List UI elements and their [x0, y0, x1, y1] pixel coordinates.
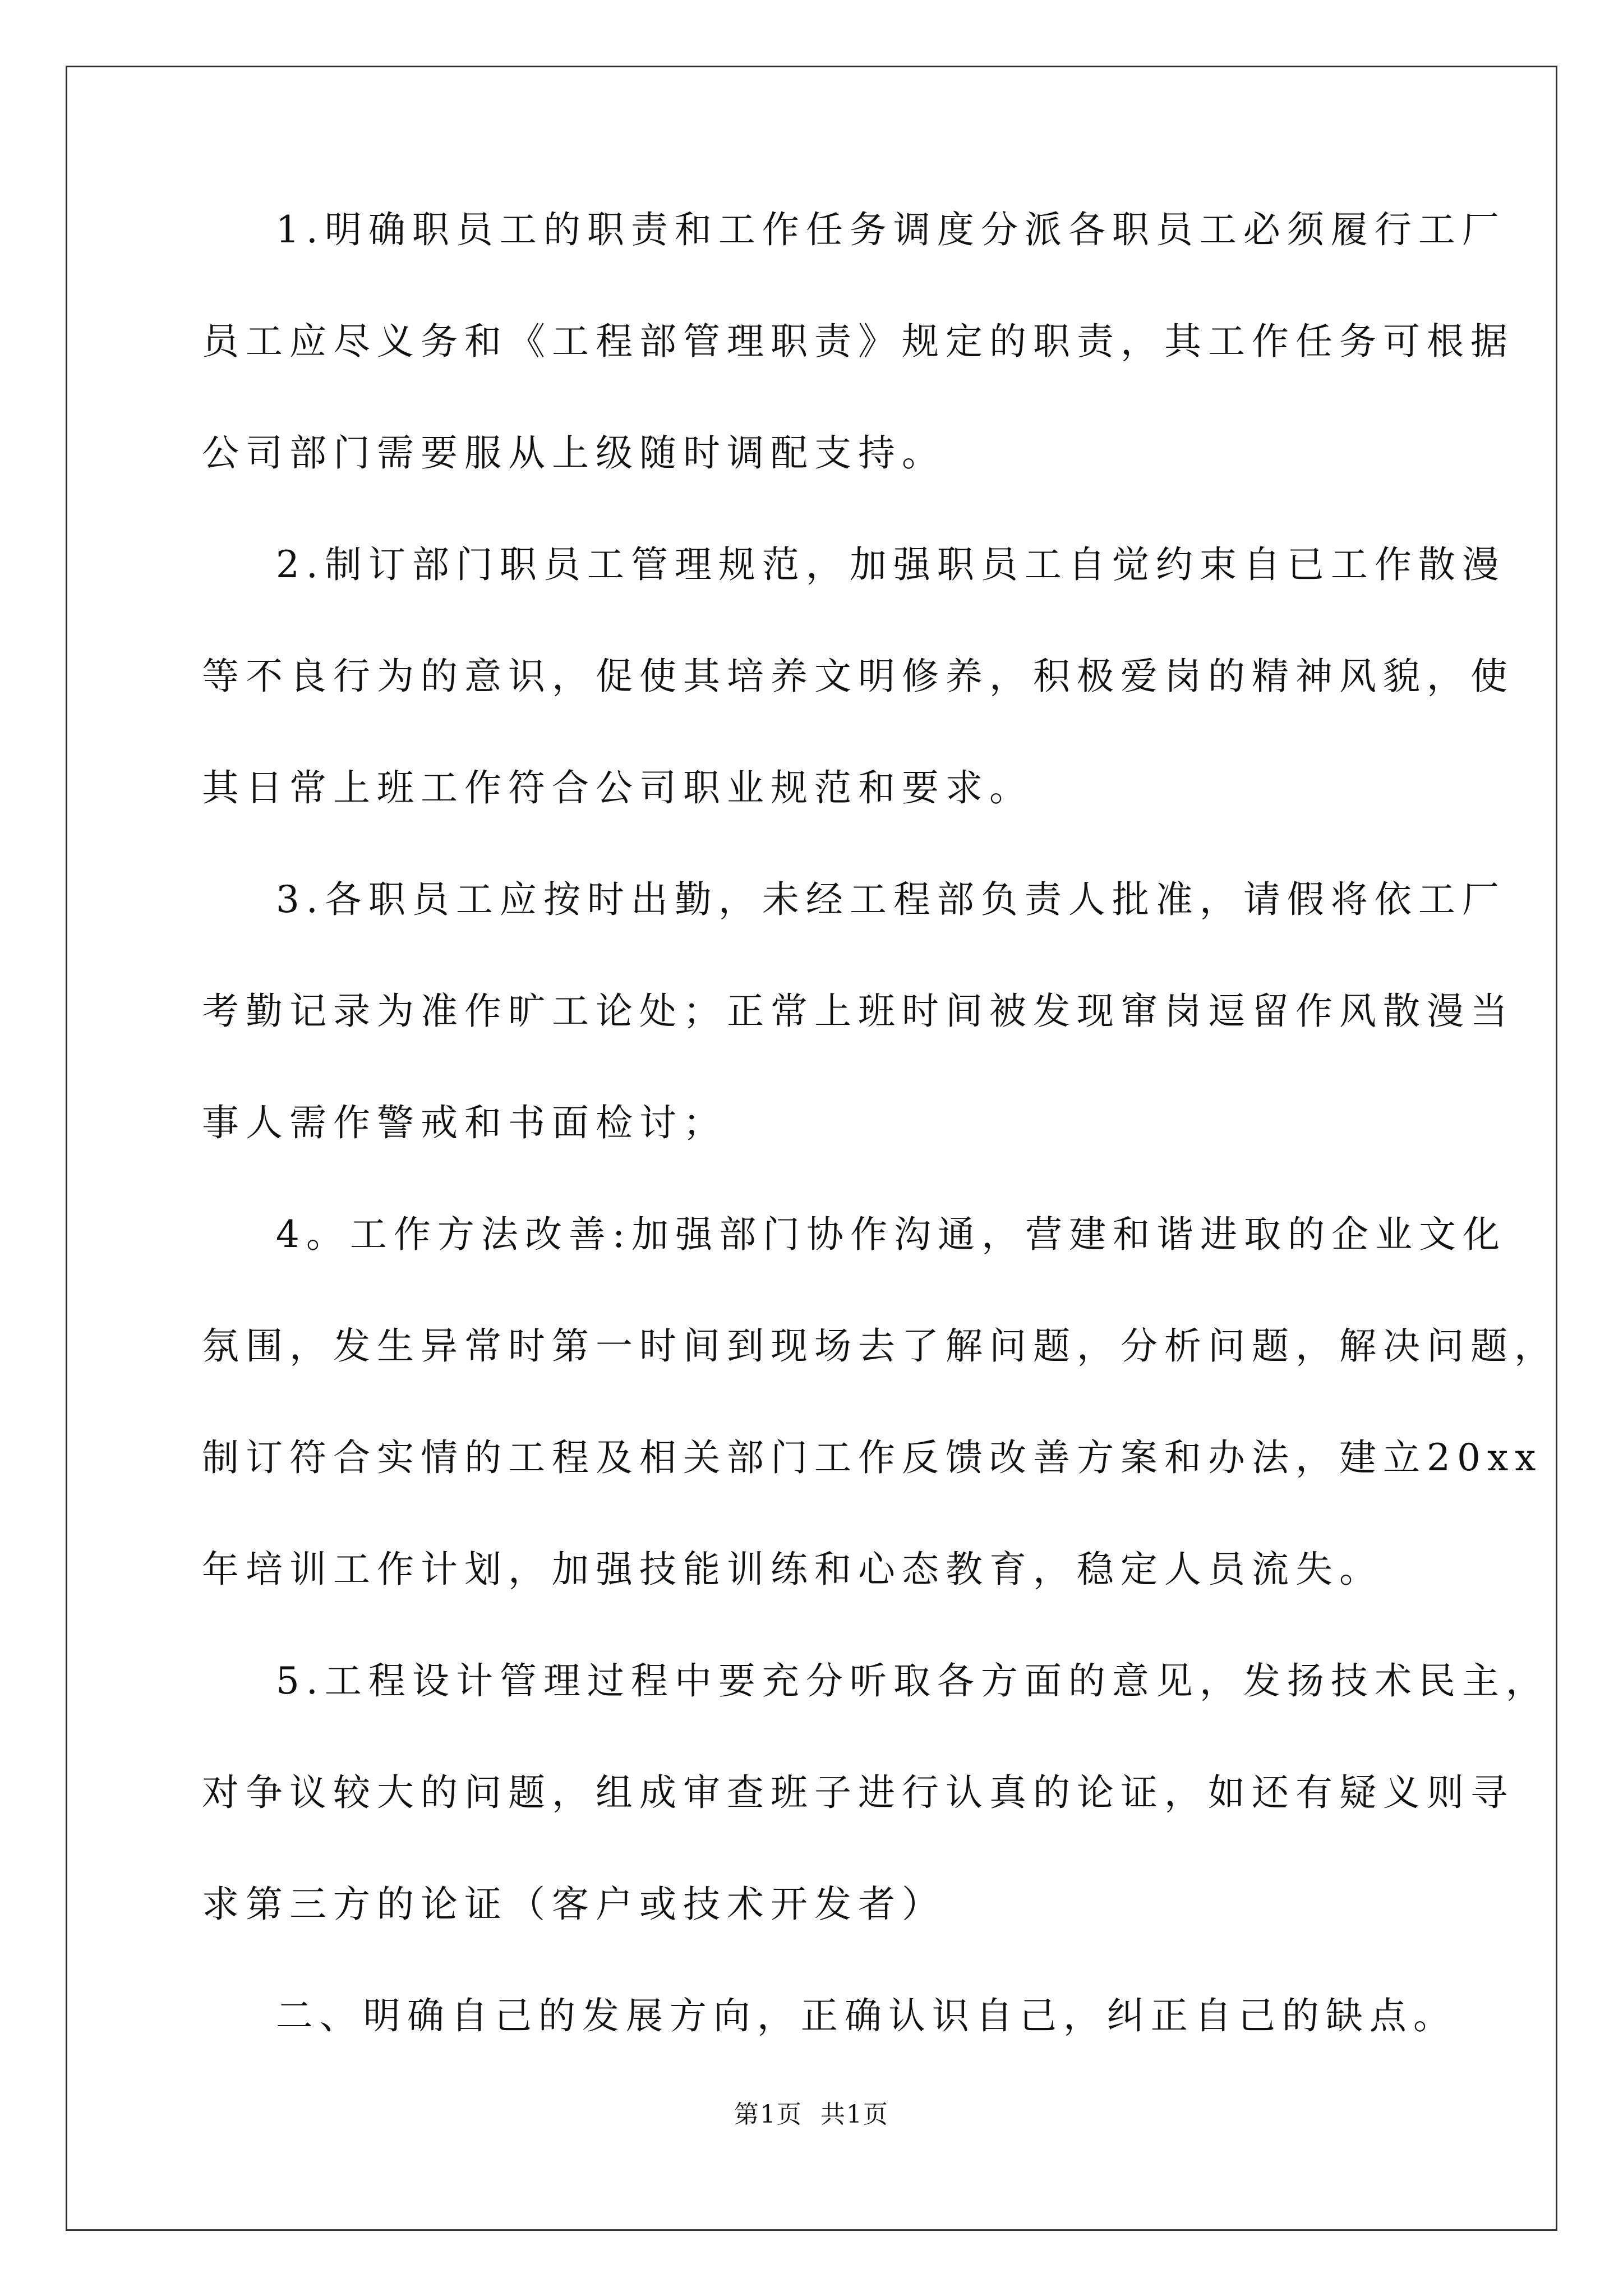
- text-line: 1.明确职员工的职责和工作任务调度分派各职员工必须履行工厂: [202, 208, 1506, 251]
- text-line: 对争议较大的问题，组成审查班子进行认真的论证，如还有疑义则寻: [202, 1771, 1514, 1814]
- page-footer: 第1页 共1页: [734, 2100, 889, 2129]
- text-line: 3.各职员工应按时出勤，未经工程部负责人批准，请假将依工厂: [202, 878, 1506, 921]
- text-line: 2.制订部门职员工管理规范，加强职员工自觉约束自已工作散漫: [202, 543, 1506, 586]
- text-line: 4。工作方法改善:加强部门协作沟通，营建和谐进取的企业文化: [202, 1213, 1507, 1256]
- text-line: 5.工程设计管理过程中要充分听取各方面的意见，发扬技术民主，: [202, 1659, 1550, 1703]
- text-line: 制订符合实情的工程及相关部门工作反馈改善方案和办法，建立20xx: [202, 1436, 1543, 1479]
- text-line: 事人需作警戒和书面检讨；: [202, 1101, 727, 1144]
- text-line: 等不良行为的意识，促使其培养文明修养，积极爱岗的精神风貌，使: [202, 655, 1514, 698]
- text-line: 员工应尽义务和《工程部管理职责》规定的职责，其工作任务可根据: [202, 320, 1514, 363]
- text-line: 年培训工作计划，加强技能训练和心态教育，稳定人员流失。: [202, 1548, 1383, 1591]
- text-line: 其日常上班工作符合公司职业规范和要求。: [202, 766, 1033, 809]
- text-line: 二、明确自己的发展方向，正确认识自己，纠正自己的缺点。: [202, 1994, 1457, 2037]
- text-line: 氛围，发生异常时第一时间到现场去了解问题，分析问题，解决问题，: [202, 1324, 1558, 1368]
- text-line: 求第三方的论证（客户或技术开发者）: [202, 1883, 946, 1926]
- text-line: 公司部门需要服从上级随时调配支持。: [202, 431, 946, 475]
- text-line: 考勤记录为准作旷工论处；正常上班时间被发现窜岗逗留作风散漫当: [202, 990, 1514, 1033]
